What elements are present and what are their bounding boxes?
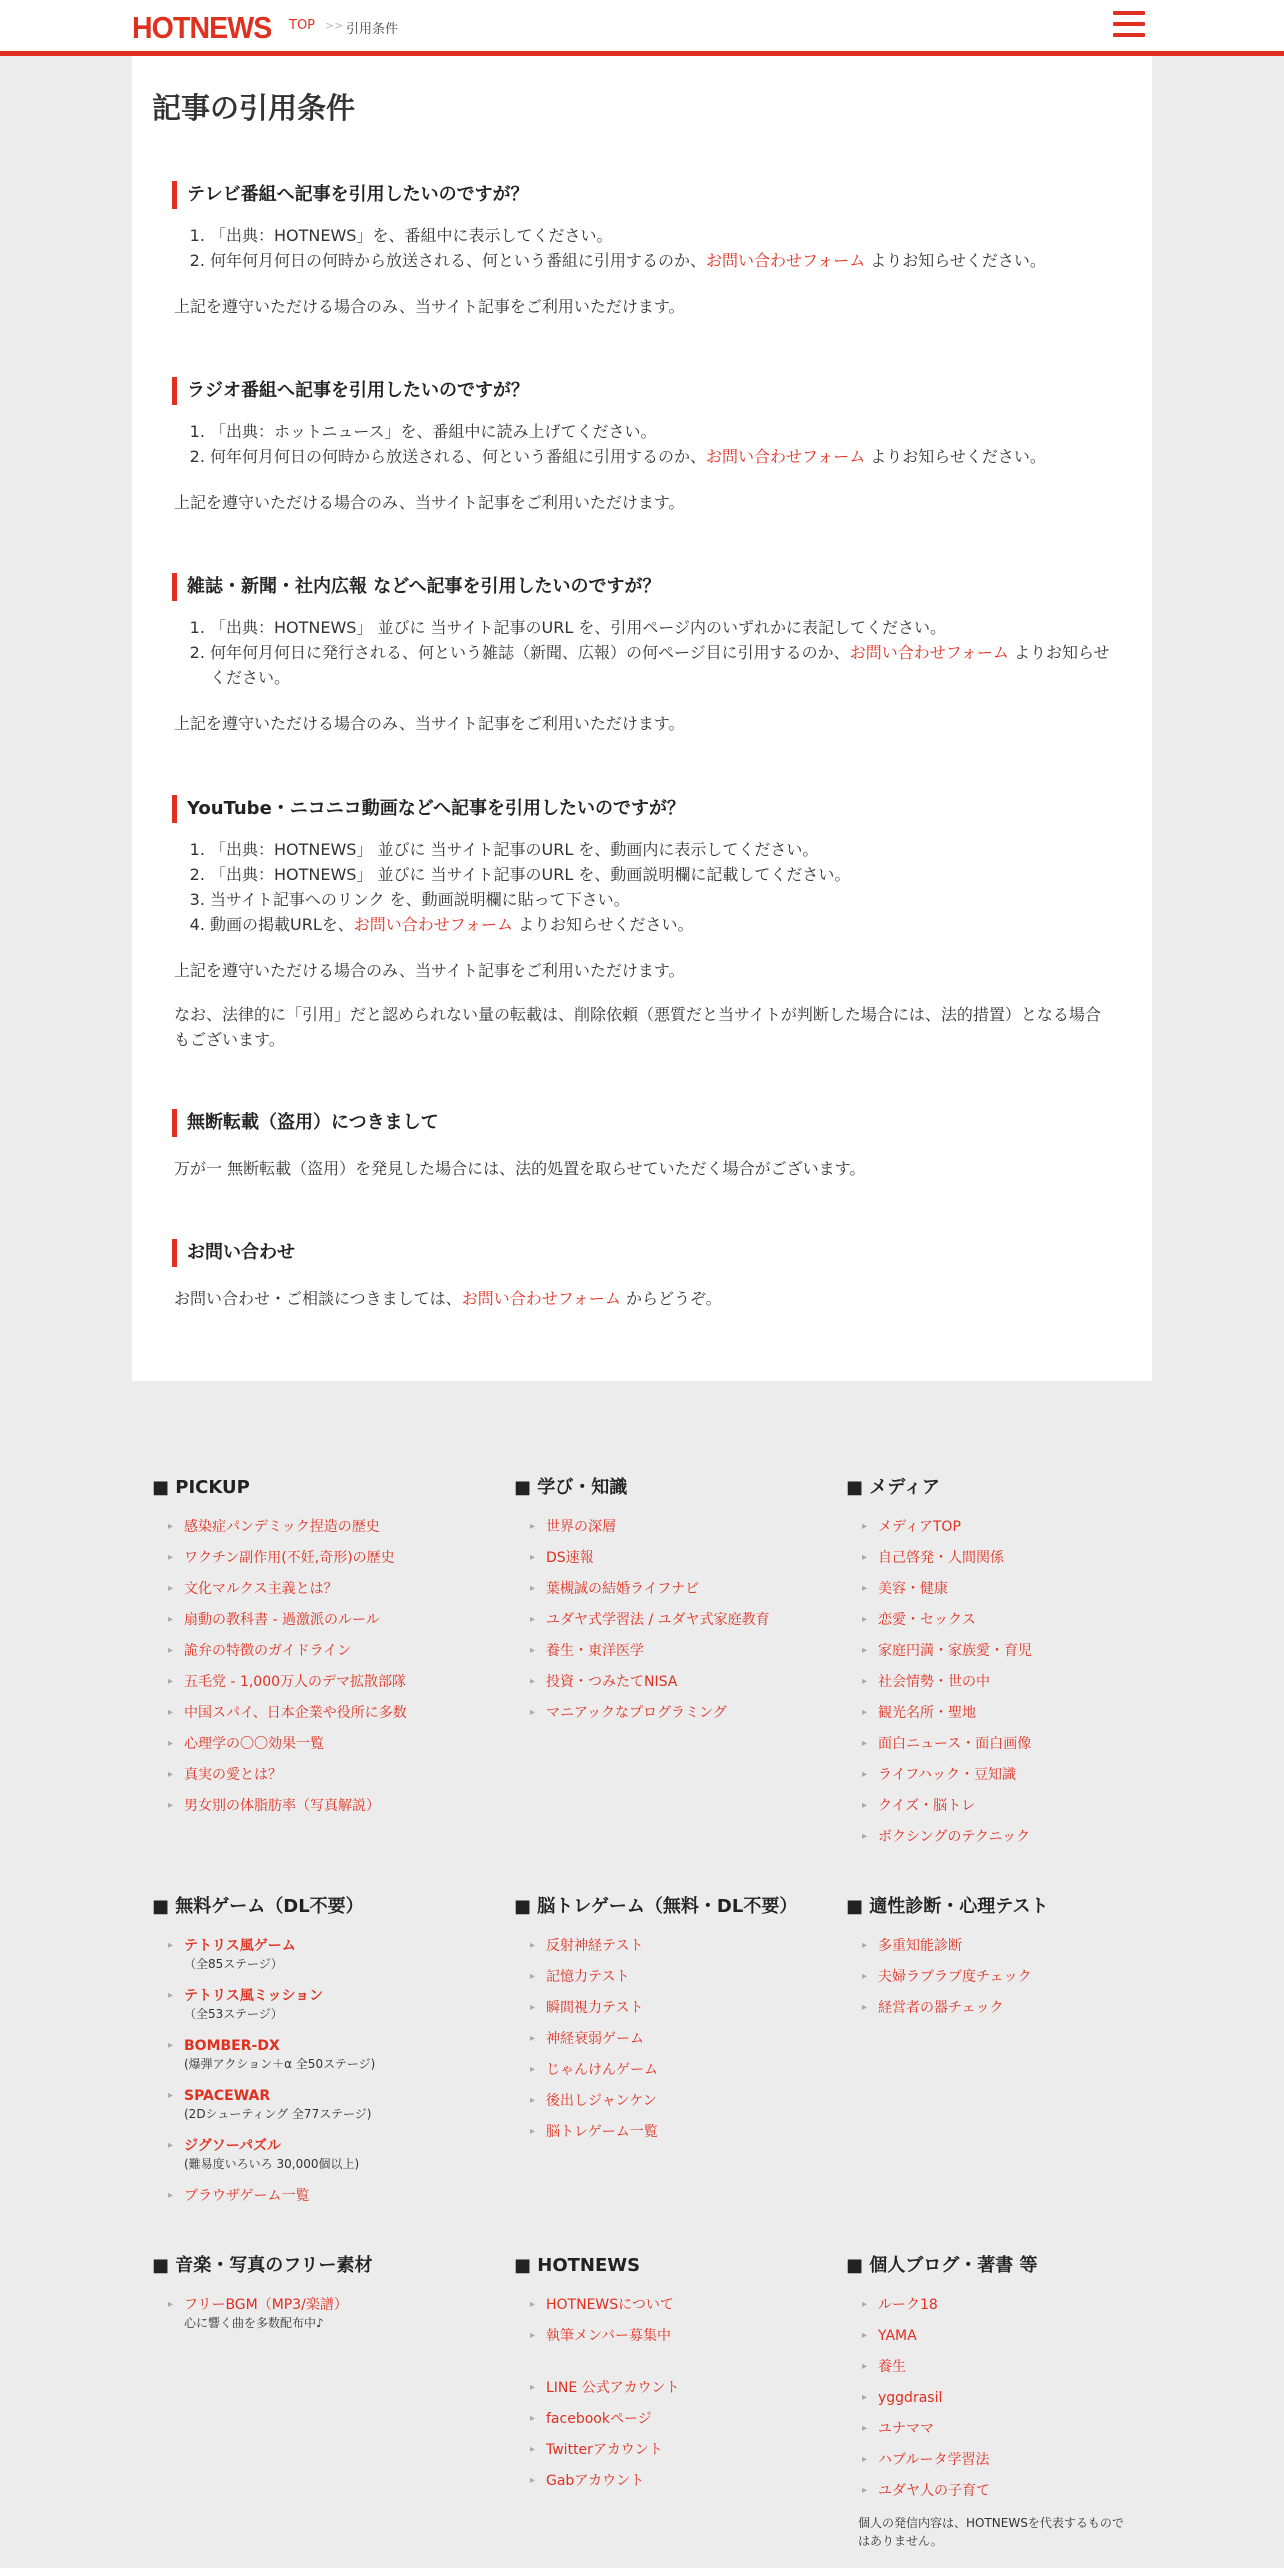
conditions-list bbox=[172, 615, 1116, 690]
contact-form-link[interactable]: お問い合わせフォーム bbox=[461, 1289, 621, 1308]
footer-link[interactable]: ▸ ブラウザゲーム一覧 bbox=[152, 2184, 492, 2215]
section-heading: 無断転載（盗用）につきまして bbox=[172, 1109, 1116, 1137]
footer-link[interactable]: ▸ facebookページ bbox=[514, 2407, 834, 2438]
footer-link[interactable]: ▸ 瞬間視力テスト bbox=[514, 1996, 834, 2027]
footer-link[interactable]: ▸ 感染症パンデミック捏造の歴史 bbox=[152, 1515, 492, 1546]
footer-link[interactable]: ▸ 文化マルクス主義とは？ bbox=[152, 1577, 492, 1608]
footer-heading: ■ 個人ブログ・著書 等 bbox=[846, 2255, 1038, 2276]
footer-link[interactable]: ▸ 心理学の〇〇効果一覧 bbox=[152, 1732, 492, 1763]
footer-link[interactable]: ▸ 執筆メンバー募集中 bbox=[514, 2324, 834, 2355]
section-note: 上記を遵守いただける場合のみ、当サイト記事をご利用いただけます。 bbox=[174, 493, 685, 512]
list-item: 2. 「出典：HOTNEWS」 並びに 当サイト記事のURL を、動画説明欄に記載してください。 bbox=[210, 862, 1116, 887]
section-contact bbox=[172, 1239, 1116, 1311]
footer-link[interactable]: ▸ ハブルータ学習法 bbox=[846, 2448, 1126, 2479]
footer-link[interactable]: ▸ 扇動の教科書 - 過激派のルール bbox=[152, 1608, 492, 1639]
section-heading: テレビ番組へ記事を引用したいのですが？ bbox=[172, 181, 1116, 209]
footer-link[interactable]: ▸ yggdrasil bbox=[846, 2386, 1126, 2417]
footer-heading: ■ 無料ゲーム（DL不要） bbox=[152, 1896, 364, 1917]
section-note: 上記を遵守いただける場合のみ、当サイト記事をご利用いただけます。 bbox=[174, 297, 685, 316]
footer-link[interactable]: ▸ 神経衰弱ゲーム bbox=[514, 2027, 834, 2058]
footer-link[interactable]: ▸ テトリス風ゲーム （全85ステージ） bbox=[152, 1934, 492, 1984]
footer-link[interactable]: ▸ 養生 bbox=[846, 2355, 1126, 2386]
section-heading: YouTube・ニコニコ動画などへ記事を引用したいのですが？ bbox=[172, 795, 1116, 823]
site-header bbox=[0, 0, 1284, 56]
conditions-list bbox=[172, 223, 1116, 273]
disclaimer-note: 個人の発信内容は、HOTNEWSを代表するものではありません。 bbox=[858, 2516, 1124, 2548]
page-title: 記事の引用条件 bbox=[152, 91, 356, 125]
footer-music bbox=[152, 2253, 492, 2343]
footer-link[interactable]: ▸ ユナママ bbox=[846, 2417, 1126, 2448]
footer-pickup bbox=[152, 1475, 492, 1825]
contact-form-link[interactable]: お問い合わせフォーム bbox=[849, 643, 1009, 662]
section-heading: ラジオ番組へ記事を引用したいのですが？ bbox=[172, 377, 1116, 405]
section-tv bbox=[172, 181, 1116, 319]
footer-link[interactable]: ▸ 恋愛・セックス bbox=[846, 1608, 1146, 1639]
section-heading: 雑誌・新聞・社内広報 などへ記事を引用したいのですが？ bbox=[172, 573, 1116, 601]
footer-link[interactable]: ▸ クイズ・脳トレ bbox=[846, 1794, 1146, 1825]
footer-link[interactable]: ▸ ジグソーパズル (難易度いろいろ 30,000個以上) bbox=[152, 2134, 492, 2184]
list-item: 2. 何年何月何日に発行される、何という雑誌（新聞、広報）の何ページ目に引用するのか、お問い合わせフォーム よりお知らせください。 bbox=[210, 640, 1116, 690]
footer-link[interactable]: ▸ ユダヤ人の子育て bbox=[846, 2479, 1126, 2510]
footer-link[interactable]: ▸ 投資・つみたてNISA bbox=[514, 1670, 834, 1701]
footer-link[interactable]: ▸ 面白ニュース・面白画像 bbox=[846, 1732, 1146, 1763]
list-item: 1. 「出典：HOTNEWS」 並びに 当サイト記事のURL を、引用ページ内のいずれかに表記してください。 bbox=[210, 615, 1116, 640]
footer-link[interactable]: ▸ 五毛党 - 1,000万人のデマ拡散部隊 bbox=[152, 1670, 492, 1701]
footer-heading: ■ 脳トレゲーム（無料・DL不要） bbox=[514, 1896, 798, 1917]
footer-link[interactable]: ▸ 真実の愛とは？ bbox=[152, 1763, 492, 1794]
footer-link[interactable]: ▸ SPACEWAR (2Dシューティング 全77ステージ) bbox=[152, 2084, 492, 2134]
footer-link[interactable]: ▸ 夫婦ラブラブ度チェック bbox=[846, 1965, 1146, 1996]
conditions-list bbox=[172, 419, 1116, 469]
footer-link[interactable]: ▸ じゃんけんゲーム bbox=[514, 2058, 834, 2089]
footer-heading: ■ 適性診断・心理テスト bbox=[846, 1896, 1049, 1917]
footer-link[interactable]: ▸ 多重知能診断 bbox=[846, 1934, 1146, 1965]
footer-link[interactable]: ▸ 後出しジャンケン bbox=[514, 2089, 834, 2120]
footer-link[interactable]: ▸ ユダヤ式学習法 / ユダヤ式家庭教育 bbox=[514, 1608, 834, 1639]
footer-link[interactable]: ▸ HOTNEWSについて bbox=[514, 2293, 834, 2324]
footer-blogs bbox=[846, 2253, 1126, 2550]
footer-link[interactable]: ▸ ライフハック・豆知識 bbox=[846, 1763, 1146, 1794]
footer-link[interactable]: ▸ 自己啓発・人間関係 bbox=[846, 1546, 1146, 1577]
footer-heading: ■ 音楽・写真のフリー素材 bbox=[152, 2255, 373, 2276]
footer-link[interactable]: ▸ Twitterアカウント bbox=[514, 2438, 834, 2469]
list-item: 4. 動画の掲載URLを、お問い合わせフォーム よりお知らせください。 bbox=[210, 912, 1116, 937]
footer-link[interactable]: ▸ メディアTOP bbox=[846, 1515, 1146, 1546]
section-note: 上記を遵守いただける場合のみ、当サイト記事をご利用いただけます。 bbox=[174, 714, 685, 733]
breadcrumb-top-link[interactable]: TOP bbox=[289, 18, 316, 33]
site-logo[interactable]: HOTNEWS bbox=[132, 10, 272, 45]
list-item: 1. 「出典：ホットニュース」を、番組中に読み上げてください。 bbox=[210, 419, 1116, 444]
footer-link[interactable]: ▸ ボクシングのテクニック bbox=[846, 1825, 1146, 1856]
section-text: 万が一 無断転載（盗用）を発見した場合には、法的処置を取らせていただく場合がございます。 bbox=[174, 1159, 866, 1178]
section-radio bbox=[172, 377, 1116, 515]
legal-note: なお、法律的に「引用」だと認められない量の転載は、削除依頼（悪質だと当サイトが判断した場合には、法的措置）となる場合もございます。 bbox=[174, 1005, 1101, 1049]
footer-media bbox=[846, 1475, 1146, 1856]
contact-form-link[interactable]: お問い合わせフォーム bbox=[706, 447, 866, 466]
footer-link[interactable]: ▸ 観光名所・聖地 bbox=[846, 1701, 1146, 1732]
footer-link[interactable]: ▸ 詭弁の特徴のガイドライン bbox=[152, 1639, 492, 1670]
section-unauthorized bbox=[172, 1109, 1116, 1181]
footer-link[interactable]: ▸ ワクチン副作用(不妊,奇形)の歴史 bbox=[152, 1546, 492, 1577]
footer-brain-games bbox=[514, 1894, 834, 2151]
list-item: 3. 当サイト記事へのリンク を、動画説明欄に貼って下さい。 bbox=[210, 887, 1116, 912]
footer-heading: ■ PICKUP bbox=[152, 1477, 250, 1498]
footer-link[interactable]: ▸ DS速報 bbox=[514, 1546, 834, 1577]
contact-form-link[interactable]: お問い合わせフォーム bbox=[706, 251, 866, 270]
contact-form-link[interactable]: お問い合わせフォーム bbox=[353, 915, 513, 934]
footer-link[interactable]: ▸ YAMA bbox=[846, 2324, 1126, 2355]
section-video bbox=[172, 795, 1116, 1052]
footer-hotnews bbox=[514, 2253, 834, 2500]
list-item: 2. 何年何月何日の何時から放送される、何という番組に引用するのか、お問い合わせフォーム よりお知らせください。 bbox=[210, 248, 1116, 273]
section-print bbox=[172, 573, 1116, 736]
footer-link[interactable]: ▸ 世界の深層 bbox=[514, 1515, 834, 1546]
breadcrumb-separator: >> bbox=[325, 19, 344, 32]
section-heading: お問い合わせ bbox=[172, 1239, 1116, 1267]
footer-link[interactable]: ▸ 家庭円満・家族愛・育児 bbox=[846, 1639, 1146, 1670]
footer-link[interactable]: ▸ 脳トレゲーム一覧 bbox=[514, 2120, 834, 2151]
footer-link[interactable]: ▸ BOMBER-DX (爆弾アクション＋α 全50ステージ) bbox=[152, 2034, 492, 2084]
list-item: 1. 「出典：HOTNEWS」 並びに 当サイト記事のURL を、動画内に表示してください。 bbox=[210, 837, 1116, 862]
breadcrumb-current: 引用条件 bbox=[346, 22, 399, 37]
footer-link[interactable]: ▸ LINE 公式アカウント bbox=[514, 2376, 834, 2407]
footer-link[interactable]: ▸ 中国スパイ、日本企業や役所に多数 bbox=[152, 1701, 492, 1732]
footer-diagnosis bbox=[846, 1894, 1146, 2027]
footer-link[interactable]: ▸ フリーBGM（MP3/楽譜） 心に響く曲を多数配布中♪ bbox=[152, 2293, 492, 2343]
footer-link[interactable]: ▸ Gabアカウント bbox=[514, 2469, 834, 2500]
hamburger-menu-icon[interactable] bbox=[1113, 11, 1145, 37]
footer-link[interactable]: ▸ マニアックなプログラミング bbox=[514, 1701, 834, 1732]
section-text: お問い合わせ・ご相談につきましては、お問い合わせフォーム からどうぞ。 bbox=[174, 1289, 722, 1308]
footer-heading: ■ HOTNEWS bbox=[514, 2255, 641, 2276]
footer-link[interactable]: ▸ 養生・東洋医学 bbox=[514, 1639, 834, 1670]
footer-games bbox=[152, 1894, 492, 2215]
list-item: 1. 「出典：HOTNEWS」を、番組中に表示してください。 bbox=[210, 223, 1116, 248]
footer-heading: ■ 学び・知識 bbox=[514, 1477, 628, 1498]
footer-link[interactable]: ▸ 反射神経テスト bbox=[514, 1934, 834, 1965]
footer-link[interactable]: ▸ 経営者の器チェック bbox=[846, 1996, 1146, 2027]
footer-link[interactable]: ▸ 美容・健康 bbox=[846, 1577, 1146, 1608]
list-item: 2. 何年何月何日の何時から放送される、何という番組に引用するのか、お問い合わせフォーム よりお知らせください。 bbox=[210, 444, 1116, 469]
footer-learning bbox=[514, 1475, 834, 1732]
footer-link[interactable]: ▸ 葉槻誠の結婚ライフナビ bbox=[514, 1577, 834, 1608]
footer-link[interactable]: ▸ テトリス風ミッション （全53ステージ） bbox=[152, 1984, 492, 2034]
section-note: 上記を遵守いただける場合のみ、当サイト記事をご利用いただけます。 bbox=[174, 961, 685, 980]
conditions-list bbox=[172, 837, 1116, 937]
footer-link[interactable]: ▸ 記憶力テスト bbox=[514, 1965, 834, 1996]
footer-heading: ■ メディア bbox=[846, 1477, 940, 1498]
footer-link[interactable]: ▸ 男女別の体脂肪率（写真解説） bbox=[152, 1794, 492, 1825]
footer-link[interactable]: ▸ ルーク18 bbox=[846, 2293, 1126, 2324]
footer-link[interactable]: ▸ 社会情勢・世の中 bbox=[846, 1670, 1146, 1701]
